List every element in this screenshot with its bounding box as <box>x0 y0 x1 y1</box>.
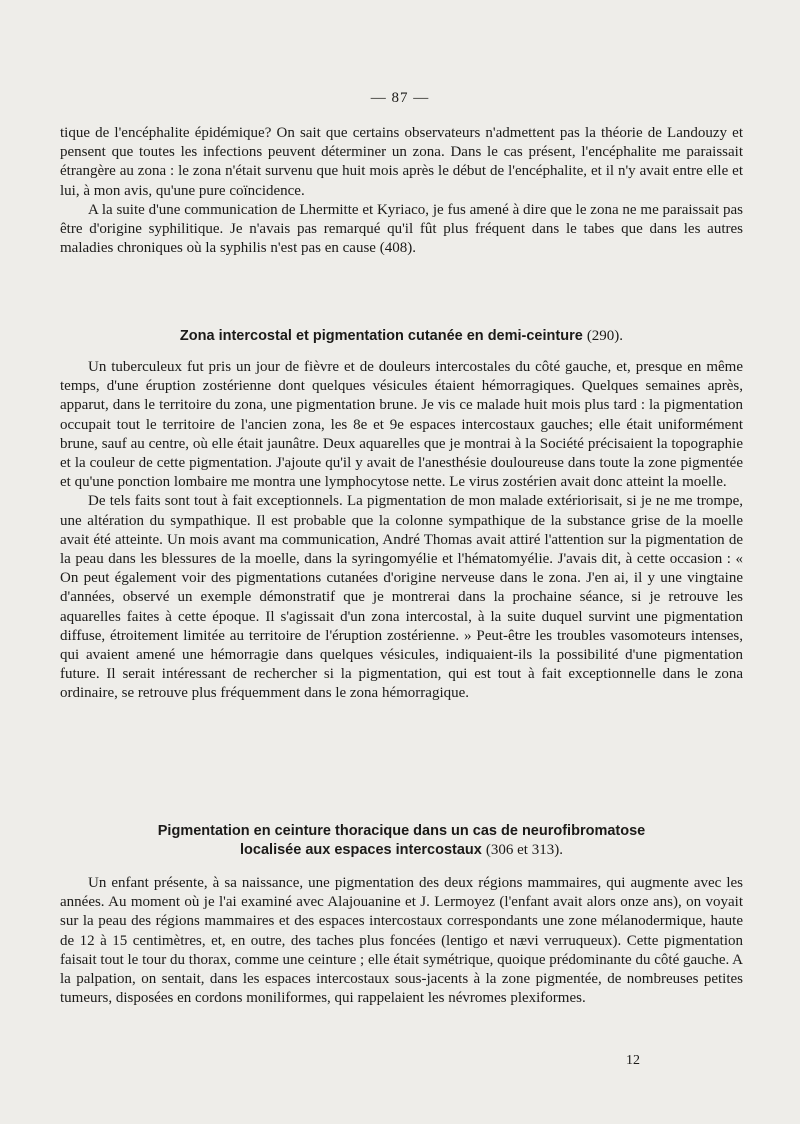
paragraph: Un tuberculeux fut pris un jour de fièvre et de douleurs intercostales du côté gauche, et, presque en même temps, d'une éruption zostérienne dont quelques vésicules étaient hémorragiques. Quelques semaines après, apparut, dans le territoire du zona, une pigmentation brune. Je vis ce malade huit mois plus tard : la pigmentation occupait tout le territoire de l'ancien zona, les 8e et 9e espaces intercostaux gauches; elle était uniformément brune, sauf au centre, où elle était jaunâtre. Deux aquarelles que je montrai à la Société précisaient la topographie et la couleur de cette pigmentation. J'ajoute qu'il y avait de l'anesthésie douloureuse dans toute la zone pigmentée et qu'une ponction lombaire me montra une lymphocytose nette. Le virus zostérien avait donc atteint la moelle. <box>60 359 743 491</box>
signature-mark: 12 <box>626 1053 640 1068</box>
paragraph: De tels faits sont tout à fait exceptionnels. La pigmentation de mon malade extériorisait, si je ne me trompe, une altération du sympathique. Il est probable que la colonne sympathique de la substance grise de la moelle avait été atteinte. Un mois avant ma communication, André Thomas avait attiré l'attention sur la pigmentation de la peau dans les blessures de la moelle, dans la syringomyélie et l'hématomyélie. J'avais dit, à cette occasion : « On peut également voir des pigmentations cutanées d'origine nerveuse dans le zona. J'en ai, il y une vingtaine d'années, observé un exemple démonstratif que je montrerai dans la prochaine séance, si je retrouve les aquarelles faites à cette époque. Il s'agissait d'un zona intercostal, à la suite duquel survint une pigmentation diffuse, étroitement limitée au territoire de l'éruption zostérienne. » Peut-être les troubles vasomoteurs intenses, qui avaient amené une hémorragie dans quelques vésicules, indiquaient-ils la possibilité d'une pigmentation future. Il serait intéressant de rechercher si la pigmentation, qui est tout à fait exceptionnelle dans le zona ordinaire, se retrouve plus fréquemment dans le zona hémorragique. <box>60 493 743 702</box>
section-heading <box>60 822 743 860</box>
paragraph: Un enfant présente, à sa naissance, une pigmentation des deux régions mammaires, qui augmente avec les années. Au moment où je l'ai examiné avec Alajouanine et J. Lermoyez (l'enfant avait alors onze ans), on voyait sur la peau des régions mammaires et des espaces intercostaux correspondants une zone mélanodermique, haute de 12 à 15 centimètres, et, en outre, des taches plus foncées (lentigo et nævi verruqueux). Cette pigmentation faisait tout le tour du thorax, comme une ceinture ; elle était symétrique, quoique prédominante du côté gauche. A la palpation, on sentait, dans les espaces intercostaux sous-jacents à la zone pigmentée, de nombreuses petites tumeurs, disposées en cordons moniliformes, qui rappelaient les névromes plexiformes. <box>60 875 743 1007</box>
section1-text-block <box>60 358 743 704</box>
section-heading-ref: (306 et 313). <box>485 842 563 858</box>
section2-text-block <box>60 874 743 1008</box>
section-heading-title-line1: Pigmentation en ceinture thoracique dans un cas de neurofibromatose <box>157 823 646 839</box>
paragraph: A la suite d'une communication de Lhermitte et Kyriaco, je fus amené à dire que le zona ne me paraissait pas être d'origine syphilitique. Je n'avais pas remarqué qu'il fût plus fréquent dans le tabes que dans les autres maladies chroniques où la syphilis n'est pas en cause (408). <box>60 201 743 257</box>
section-heading-title: Zona intercostal et pigmentation cutanée en demi-ceinture <box>179 328 583 344</box>
section-heading-title-line2: localisée aux espaces intercostaux <box>240 842 482 858</box>
paragraph: tique de l'encéphalite épidémique? On sait que certains observateurs n'admettent pas la théorie de Landouzy et pensent que toutes les infections peuvent déterminer un zona. Dans le cas présent, l'encéphalite me paraissait étrangère au zona : le zona n'était survenu que huit mois après le début de l'encéphalite, et il n'y avait entre elle et lui, à mon avis, qu'une pure coïncidence. <box>60 125 743 199</box>
section-heading-ref: (290). <box>586 328 624 344</box>
intro-text-block <box>60 124 743 258</box>
section-heading <box>60 327 743 346</box>
page-number: — 87 — <box>370 90 430 106</box>
